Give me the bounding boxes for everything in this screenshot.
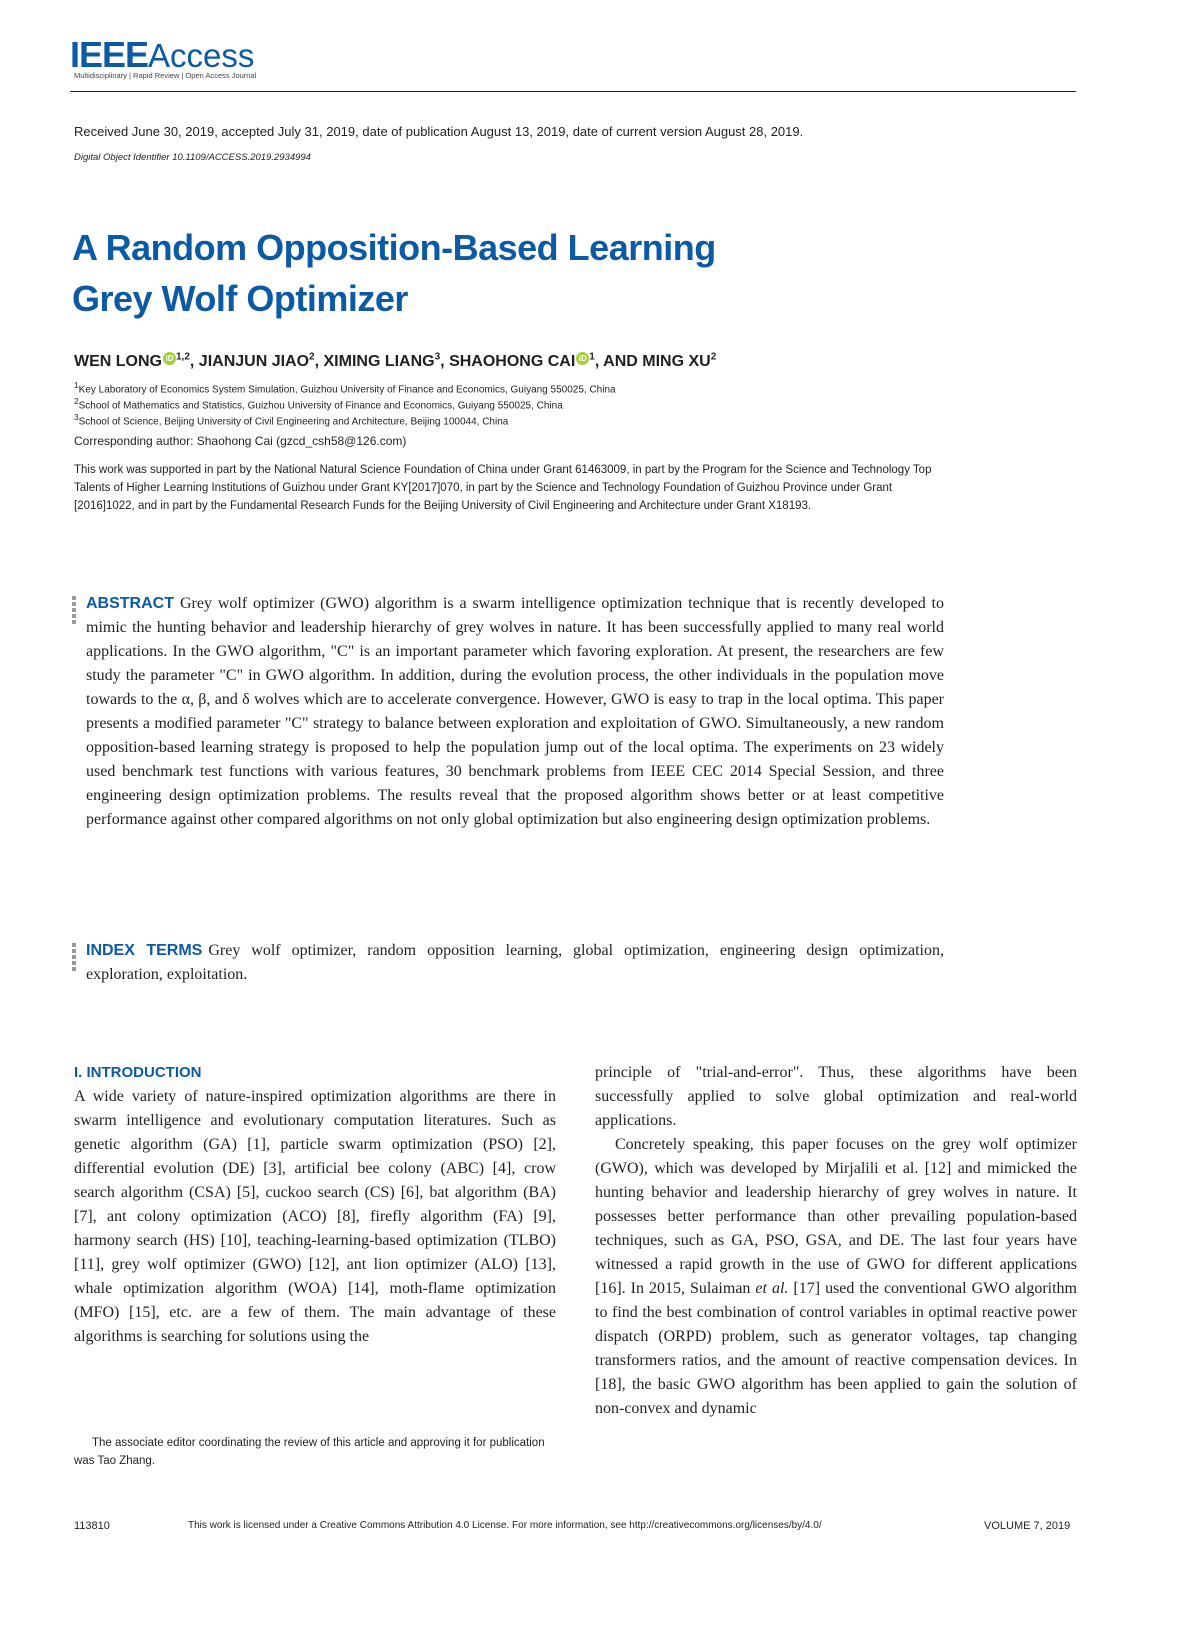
index-terms (86, 939, 944, 987)
index-terms-label: INDEX TERMS (86, 942, 203, 959)
affiliation-1: $^1$Key Laboratory of Economics System Simulation, Guizhou University of Finance and Economics, Guiyang 550025, China (74, 380, 616, 396)
affiliation-3: $^3$School of Science, Beijing University of Civil Engineering and Architecture, Beijing 100044, China (74, 412, 509, 428)
abstract (86, 592, 944, 832)
logo-access: Access (148, 37, 255, 74)
index-terms-text: Grey wolf optimizer, random opposition learning, global optimization, engineering design optimization, exploration, exploitation. (86, 942, 944, 983)
paper-title (72, 222, 972, 324)
doi: Digital Object Identifier 10.1109/ACCESS.2019.2934994 (74, 152, 311, 163)
right-column (595, 1061, 1077, 1421)
abstract-label: ABSTRACT (86, 595, 174, 612)
grip-dots-icon (72, 943, 78, 973)
title-line-2: Grey Wolf Optimizer (72, 278, 408, 319)
intro-paragraph-1: A wide variety of nature-inspired optimization algorithms are there in swarm intelligence and evolutionary computation literatures. Such as genetic algorithm (GA) [1], particle swarm optimization (PSO) [2], differential evolution (DE) [3], artificial bee colony (ABC) [4], crow search algorithm (CSA) [5], cuckoo search (CS) [6], bat algorithm (BA) [7], ant colony optimization (ACO) [8], firefly algorithm (FA) [9], harmony search (HS) [10], teaching-learning-based optimization (TLBO) [11], grey wolf optimizer (GWO) [12], ant lion optimizer (ALO) [13], whale optimization algorithm (WOA) [14], moth-flame optimization (MFO) [15], etc. are a few of them. The main advantage of these algorithms is searching for solutions using the (74, 1088, 556, 1345)
left-column (74, 1061, 556, 1349)
editor-footnote: The associate editor coordinating the review of this article and approving it for publication was Tao Zhang. (74, 1437, 545, 1467)
orcid-icon[interactable]: iD (576, 352, 589, 365)
intro-paragraph-2: Concretely speaking, this paper focuses on the grey wolf optimizer (GWO), which was developed by Mirjalili et al. [12] and mimicked the hunting behavior and leadership hierarchy of grey wolves in nature. It possesses better performance than other prevailing population-based techniques, such as GA, PSO, GSA, and DE. The last four years have witnessed a rapid growth in the use of GWO for different applications [16]. In 2015, Sulaiman et al. [17] used the conventional GWO algorithm to find the best combination of control variables in optimal reactive power dispatch (ORPD) problem, such as generator voltages, tap changing transformers ratios, and the amount of reactive compensation devices. In [18], the basic GWO algorithm has been applied to gain the solution of non-convex and dynamic (595, 1136, 1078, 1417)
page-number: 113810 (74, 1520, 110, 1532)
section-heading-introduction: I. INTRODUCTION (74, 1064, 202, 1081)
author-5: AND MING $XU^2$ (603, 352, 717, 371)
intro-paragraph-continued: principle of "trial-and-error". Thus, these algorithms have been successfully applied to solve global optimization and real-world applications. (595, 1064, 1077, 1129)
logo-tagline: Multidisciplinary | Rapid Review | Open Access Journal (74, 71, 257, 80)
author-1: WEN LONG iD $^{1,2}$, (74, 352, 199, 371)
orcid-icon[interactable]: iD (163, 352, 176, 365)
author-list (74, 352, 1074, 371)
received-dates: Received June 30, 2019, accepted July 31, 2019, date of publication August 13, 2019, date of current version August 28, 2019. (74, 124, 804, 139)
author-4: SHAOHONG CAI iD $^1$, (449, 352, 604, 371)
author-2: JIANJUN JIAO$^2$, (198, 352, 324, 371)
logo-ieee: IEEE (70, 34, 149, 75)
title-line-1: A Random Opposition-Based Learning (72, 227, 716, 268)
corresponding-author: Corresponding author: Shaohong Cai (gzcd_csh58@126.com) (74, 434, 407, 448)
license-notice: This work is licensed under a Creative Commons Attribution 4.0 License. For more information, see http://creativecommons.org/licenses/by/4.0/ (188, 1520, 822, 1531)
journal-logo (70, 34, 254, 76)
funding-statement: This work was supported in part by the National Natural Science Foundation of China under Grant 61463009, in part by the Program for the Science and Technology Top Talents of Higher Learning Institutions of Guizhou under Grant KY[2017]070, in part by the Science and Technology Foundation of Guizhou Province under Grant [2016]1022, and in part by the Fundamental Research Funds for the Beijing University of Civil Engineering and Architecture under Grant X18193. (74, 464, 932, 512)
grip-dots-icon (72, 596, 78, 626)
abstract-text: Grey wolf optimizer (GWO) algorithm is a swarm intelligence optimization technique that is recently developed to mimic the hunting behavior and leadership hierarchy of grey wolves in nature. It has been successfully applied to many real world applications. In the GWO algorithm, "C" is an important parameter which favoring exploration. At present, the researchers are few study the parameter "C" in GWO algorithm. In addition, during the evolution process, the other individuals in the population move towards to the α, β, and δ wolves which are to accelerate convergence. However, GWO is easy to trap in the local optima. This paper presents a modified parameter "C" strategy to balance between exploration and exploitation of GWO. Simultaneously, a new random opposition-based learning strategy is proposed to help the population jump out of the local optima. The experiments on 23 widely used benchmark test functions with various features, 30 benchmark problems from IEEE CEC 2014 Special Session, and three engineering design optimization problems. The results reveal that the proposed algorithm shows better or at least competitive performance against other compared algorithms on not only global optimization but also engineering design optimization problems. (86, 595, 944, 828)
header-rule (70, 91, 1076, 92)
volume-year: VOLUME 7, 2019 (984, 1520, 1071, 1532)
affiliation-2: $^2$School of Mathematics and Statistics, Guizhou University of Finance and Economics, Guiyang 550025, China (74, 396, 563, 412)
author-3: XIMING LIANG$^3$, (323, 352, 450, 371)
